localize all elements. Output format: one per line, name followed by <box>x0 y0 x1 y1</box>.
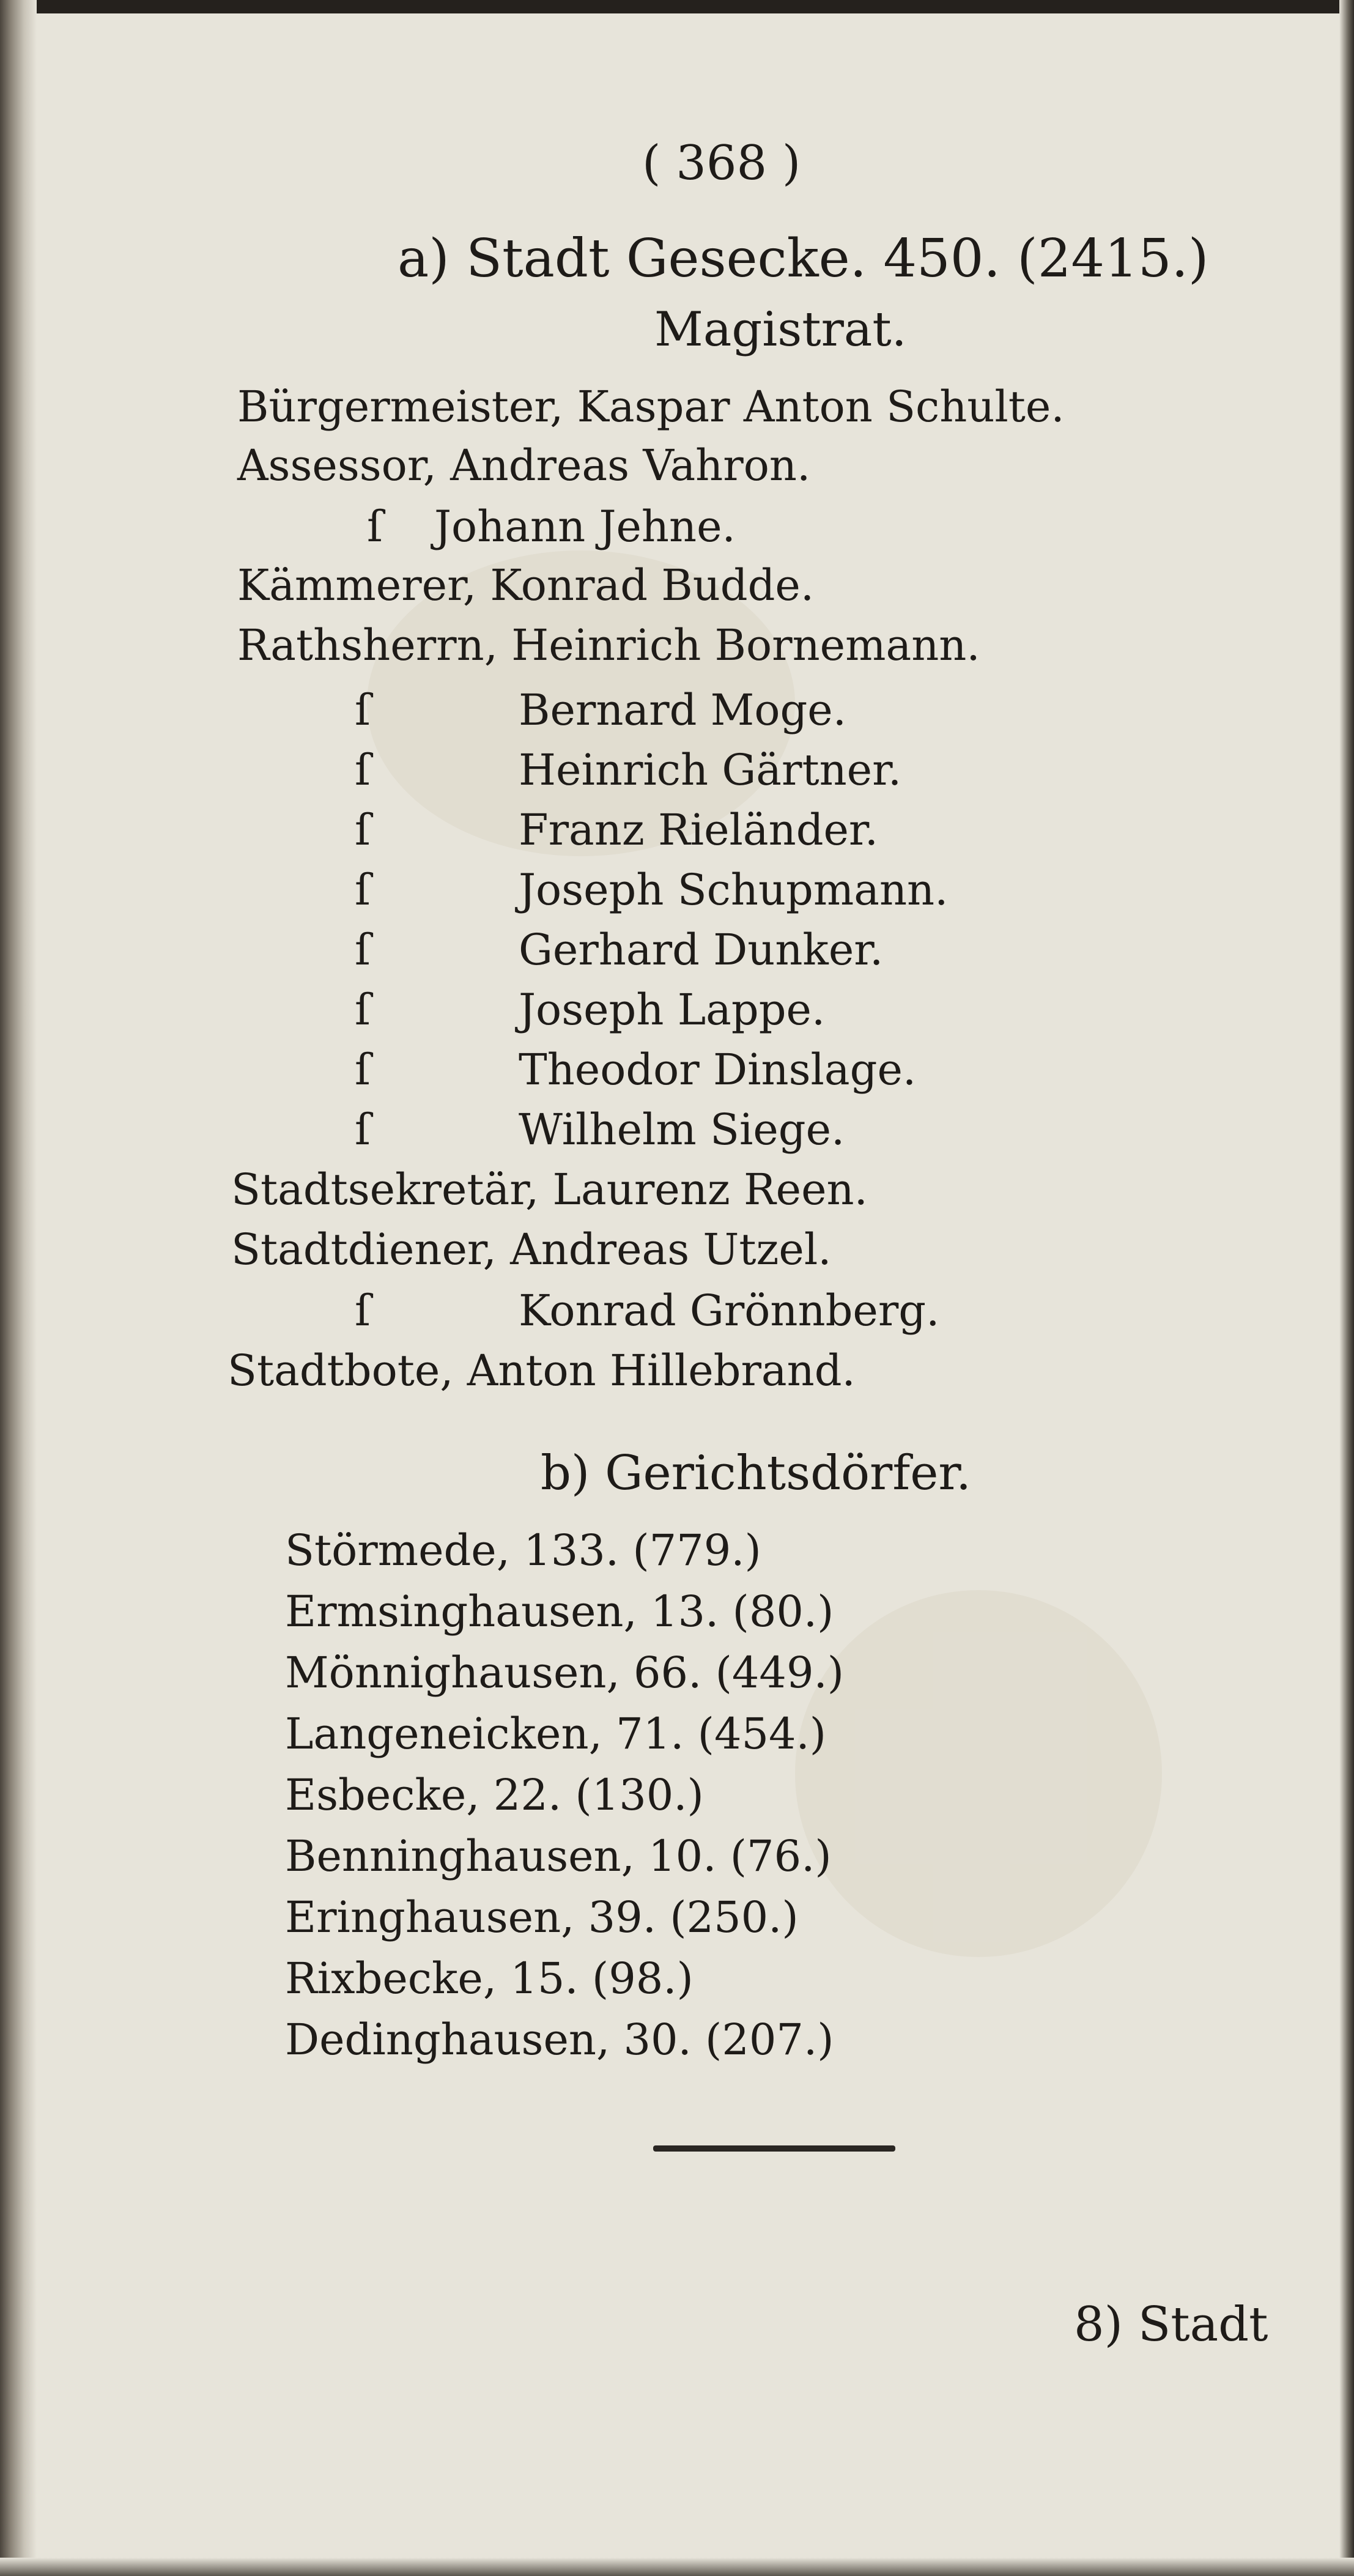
entry-rathsherr-8: Theodor Dinslage. <box>519 1045 917 1095</box>
entry-stadtsekretaer: Stadtsekretär, Laurenz Reen. <box>231 1164 868 1215</box>
village-ermsinghausen: Ermsinghausen, 13. (80.) <box>285 1586 834 1637</box>
ditto-mark: ſ <box>355 805 371 855</box>
entry-stadtdiener-2: Konrad Grönnberg. <box>519 1286 940 1336</box>
entry-rathsherr-7: Joseph Lappe. <box>519 985 826 1035</box>
ditto-mark: ſ <box>355 985 371 1035</box>
entry-assessor-2: Johann Jehne. <box>434 502 736 552</box>
ditto-mark: ſ <box>355 1286 371 1336</box>
ditto-mark: ſ <box>355 925 371 975</box>
village-stoermede: Störmede, 133. (779.) <box>285 1525 761 1575</box>
ditto-mark: ſ <box>355 745 371 795</box>
section-b-title: b) Gerichtsdörfer. <box>541 1446 971 1501</box>
entry-assessor: Assessor, Andreas Vahron. <box>237 440 811 490</box>
entry-rathsherr-5: Joseph Schupmann. <box>519 865 949 915</box>
entry-rathsherr-9: Wilhelm Siege. <box>519 1105 845 1155</box>
section-a-subtitle: Magistrat. <box>654 302 907 357</box>
section-divider-rule <box>653 2145 895 2152</box>
ditto-mark: ſ <box>355 685 371 735</box>
page-top-edge <box>0 0 1354 13</box>
village-langeneicken: Langeneicken, 71. (454.) <box>285 1709 827 1759</box>
village-benninghausen: Benninghausen, 10. (76.) <box>285 1831 832 1881</box>
paper-stain <box>795 1590 1162 1957</box>
entry-stadtbote: Stadtbote, Anton Hillebrand. <box>228 1345 856 1396</box>
ditto-mark: ſ <box>367 502 383 552</box>
village-dedinghausen: Dedinghausen, 30. (207.) <box>285 2015 834 2065</box>
binding-gutter <box>0 0 37 2576</box>
village-moennighausen: Mönnighausen, 66. (449.) <box>285 1648 845 1698</box>
page-right-edge <box>1339 0 1354 2576</box>
entry-buergermeister: Bürgermeister, Kaspar Anton Schulte. <box>237 382 1065 432</box>
ditto-mark: ſ <box>355 1105 371 1155</box>
village-eringhausen: Eringhausen, 39. (250.) <box>285 1892 799 1942</box>
village-rixbecke: Rixbecke, 15. (98.) <box>285 1953 694 2004</box>
ditto-mark: ſ <box>355 865 371 915</box>
page-number: ( 368 ) <box>642 136 801 191</box>
catchword: 8) Stadt <box>1074 2297 1268 2352</box>
entry-rathsherr-3: Heinrich Gärtner. <box>519 745 902 795</box>
entry-rathsherrn: Rathsherrn, Heinrich Bornemann. <box>237 620 980 670</box>
village-esbecke: Esbecke, 22. (130.) <box>285 1770 704 1820</box>
entry-stadtdiener: Stadtdiener, Andreas Utzel. <box>231 1224 832 1275</box>
page-bottom-edge <box>0 2558 1354 2576</box>
entry-kaemmerer: Kämmerer, Konrad Budde. <box>237 560 815 610</box>
entry-rathsherr-4: Franz Rieländer. <box>519 805 878 855</box>
section-a-title: a) Stadt Gesecke. 450. (2415.) <box>398 228 1209 289</box>
entry-rathsherr-6: Gerhard Dunker. <box>519 925 884 975</box>
entry-rathsherr-2: Bernard Moge. <box>519 685 846 735</box>
ditto-mark: ſ <box>355 1045 371 1095</box>
